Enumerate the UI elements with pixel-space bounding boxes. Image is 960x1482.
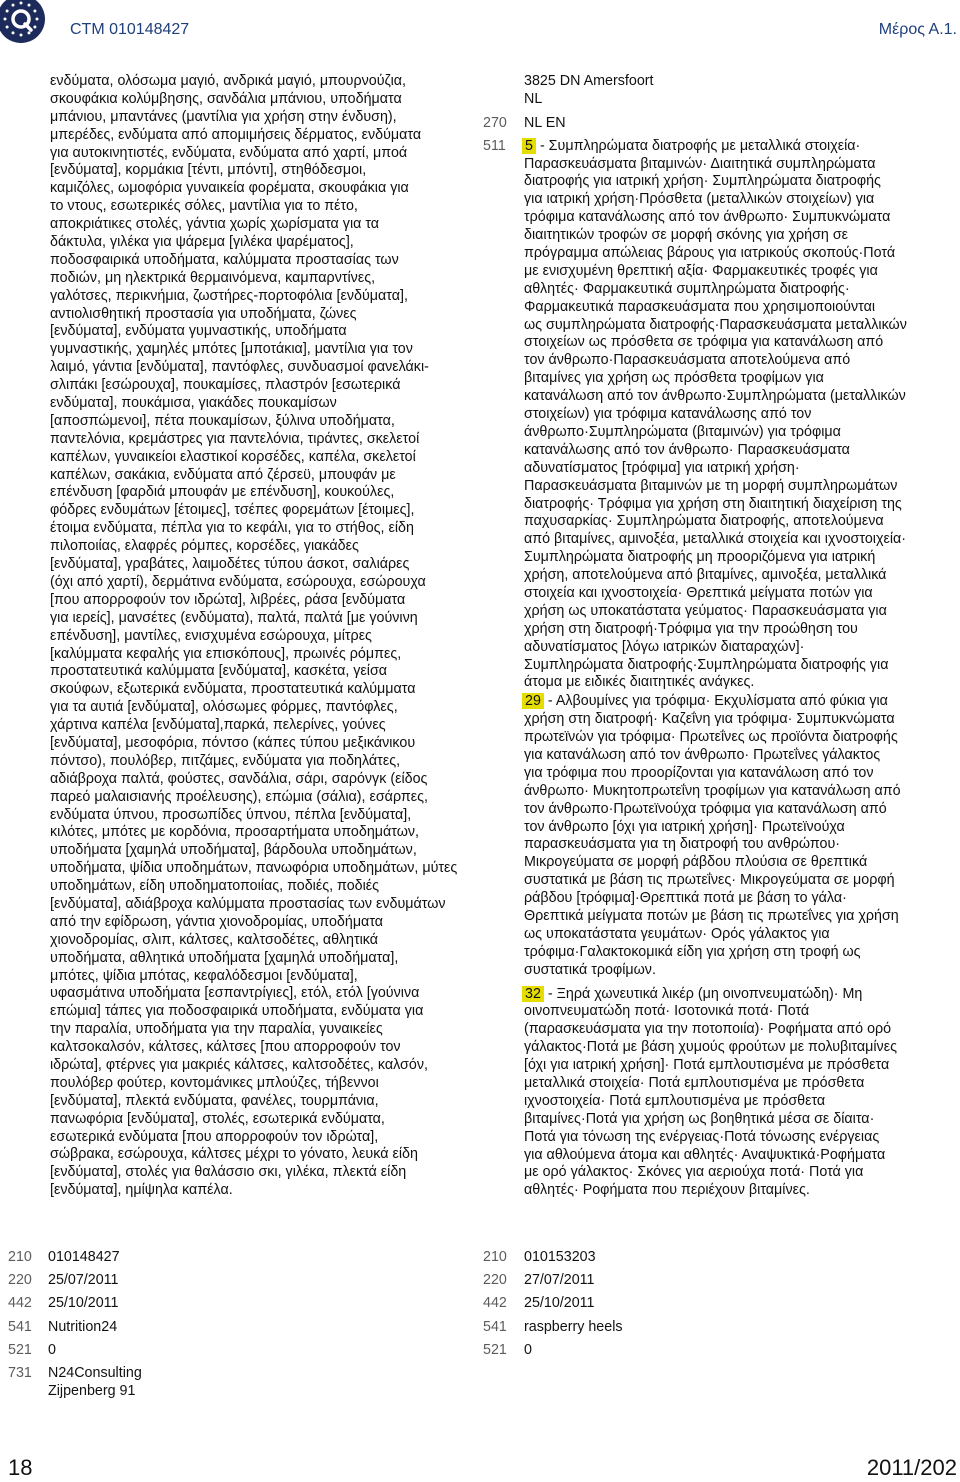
class-text: διαιτητικών τροφών σε μορφή σκόνης για χρήση σε (524, 227, 849, 244)
goods-text-line: καλτσοκαλσόν, κάλτσες, κάλτσες [που απορροφούν τον (50, 1039, 401, 1056)
field-value: N24Consulting (48, 1365, 142, 1382)
class-text: αθλητές· Φαρμακευτικά συμπληρώματα διατροφής· (524, 280, 850, 297)
class-text-line (524, 424, 907, 442)
goods-text-line: ενδύματα ύπνου, προσωπίδες ύπνου, πέπλα [ενδύματα], (50, 806, 412, 823)
class-text: παχυσαρκίας· Συμπληρώματα διατροφής, αποτελούμενα (524, 513, 884, 530)
field-values (524, 1272, 595, 1290)
class-text-line (524, 585, 907, 603)
goods-text-line: [ενδύματα], αδιάβροχα καλύμματα προστασίας των ενδυμάτων (50, 895, 446, 912)
field-value: 25/10/2011 (524, 1295, 595, 1312)
field-value: 25/10/2011 (48, 1295, 119, 1312)
record-field (8, 1295, 142, 1313)
goods-text-line: υποδημάτων, είδη υποδηματοποιίας, ποδιές, ποδιές (50, 878, 380, 895)
field-value: 0 (48, 1341, 56, 1358)
goods-text-line: επένδυση [φαρδιά μπουφάν με επένδυση], κουκούλες, (50, 484, 395, 501)
goods-text-line: [ενδύματα], κορμάκια [τέντι, μπόντι], στηθόδεσμοι, (50, 162, 367, 179)
record-field (8, 1249, 142, 1267)
class-text-line (524, 281, 907, 299)
field-code: 220 (8, 1272, 32, 1289)
record-field (483, 1295, 623, 1313)
field-value: 25/07/2011 (48, 1272, 119, 1289)
class-text-line (524, 191, 907, 209)
goods-text-line: το ντους, εσωτερικές σόλες, μαντίλια για το πέτο, (50, 198, 358, 215)
goods-text-line: [ενδύματα], ενδύματα γυμναστικής, υποδήματα (50, 323, 347, 340)
class-text-line (524, 926, 907, 944)
class-text: στοιχείων ως πρόσθετα σε τρόφιμα για κατανάλωση από (524, 334, 884, 351)
goods-text-line: από την εφίδρωση, γάντια χιονοδρομίας, υποδήματα (50, 913, 384, 930)
field-values (524, 1295, 595, 1313)
field-code: 442 (483, 1295, 507, 1312)
goods-text-line: (όχι από χαρτί), δερμάτινα ενδύματα, εσώρουχα, εσώρουχα (50, 573, 426, 590)
class-text: κατανάλωσης από τον άνθρωπο· Παρασκευάσματα (524, 441, 850, 458)
goods-text-line: αδιάβροχα παλτά, φούστες, σανδάλια, σάρι, σαρόνγκ (είδος (50, 770, 428, 787)
goods-text-line: υποδήματα [χαμηλά υποδήματα], βάρδουλα υποδημάτων, (50, 842, 417, 859)
class-text: συστατικά με βάση τις πρωτεΐνες· Μικρογεύματα σε μορφή (524, 872, 895, 889)
class-text-line (524, 854, 907, 872)
languages-field (483, 115, 953, 133)
goods-text-line: ποδοσφαιρικά υποδήματα, καλύμματα προστασίας των (50, 251, 399, 268)
goods-text-line: πουλόβερ φούτερ, κοντομάνικες μπλούζες, τήβεννοι (50, 1074, 379, 1091)
class-text: ράβδου [τρόφιμα]·Θρεπτικά ποτά με βάση το γάλα· (524, 890, 847, 907)
class-text: τον άνθρωπο [όχι για ιατρική χρήση]· Πρωτεϊνούχα (524, 818, 845, 835)
goods-text-line: [ενδύματα], μεσοφόρια, πόντσο (κάπες τύπου μεξικάνικου (50, 734, 416, 751)
class-text-line (524, 962, 907, 980)
field-values (48, 1319, 117, 1337)
class-text-line (524, 836, 907, 854)
nice-classes-list (524, 138, 907, 1201)
goods-text-line: για αυτοκινητιστές, ενδύματα, ενδύματα από χαρτί, μποά (50, 144, 408, 161)
class-text-line (524, 1147, 907, 1165)
address-line: 3825 DN Amersfoort (524, 73, 654, 89)
class-text: κατανάλωση από τον άνθρωπο·Συμπληρώματα (μεταλλικών (524, 388, 906, 405)
goods-text-line: επένδυση], μαντίλες, ενισχυμένα εσώρουχα, μίτρες (50, 627, 372, 644)
class-text-line (524, 334, 907, 352)
class-text-line (524, 657, 907, 675)
field-code: 521 (8, 1341, 32, 1358)
trademark-record-1 (8, 1249, 142, 1406)
class-number-badge: 29 (522, 693, 544, 709)
class-text-line (524, 442, 907, 460)
field-value: 27/07/2011 (524, 1272, 595, 1289)
goods-text-line: [που απορροφούν τον ιδρώτα], λιβρέες, ράσα [ενδύματα (50, 591, 406, 608)
continued-goods-list (50, 73, 457, 1200)
field-code: 442 (8, 1295, 32, 1312)
goods-text-line: υποδήματα, ψίδια υποδημάτων, πανωφόρια υποδημάτων, μύτες (50, 860, 458, 877)
goods-text-line: δάκτυλα, γιλέκα για ψάρεμα [γιλέκα ψαρέματος], (50, 234, 354, 251)
goods-text-line: σώβρακα, εσώρουχα, κάλτσες μέχρι το γόνατο, λευκά είδη (50, 1146, 418, 1163)
goods-text-line: εσωτερικά ενδύματα [που απορροφούν τον ιδρώτα], (50, 1128, 379, 1145)
class-text: οινοπνευματώδη ποτά· Ισοτονικά ποτά· Ποτά (524, 1003, 810, 1020)
class-text: στοιχεία και ιχνοστοιχεία· Θρεπτικά μείγματα ποτών για (524, 584, 873, 601)
class-text-line (524, 872, 907, 890)
class-text-line (524, 1003, 907, 1021)
field-values (48, 1249, 120, 1267)
field-code: 521 (483, 1341, 507, 1358)
trademark-entry-details (483, 73, 953, 1200)
goods-text-line: επώμια] τάπες για ποδοσφαιρικά υποδήματα, ενδύματα για (50, 1003, 424, 1020)
field-value: Zijpenberg 91 (48, 1382, 136, 1399)
field-code: 270 (483, 114, 507, 131)
class-text: Συμπληρώματα διατροφής μη προοριζόμενα για ιατρική (524, 549, 876, 566)
goods-text-line: ενδύματα, ολόσωμα μαγιό, ανδρικά μαγιό, μπουρνούζια, (50, 73, 406, 89)
class-text: για τρόφιμα που προορίζονται για κατανάλωση από τον (524, 764, 874, 781)
class-text-line (524, 156, 907, 174)
class-text-line (524, 890, 907, 908)
class-text: ως υποκατάστατα γευμάτων· Ορός γάλακτος για (524, 925, 830, 942)
goods-text-line: υφασμάτινα υποδήματα [εσπαντρίγιες], ετόλ, ετόλ [γούνινα (50, 985, 420, 1002)
class-text-line (524, 1039, 907, 1057)
class-text: με ορό γάλακτος· Σκόνες για αεριούχα ποτά· Ποτά για (524, 1164, 864, 1181)
field-value: 010153203 (524, 1249, 596, 1265)
goods-text-line: καπέλων, σακάκια, ενδύματα από ζέρσεϋ, μπουφάν με (50, 466, 396, 483)
class-text: τον άνθρωπο·Πρωτεϊνούχα τρόφιμα για κατανάλωση από (524, 800, 887, 817)
class-text-line (524, 209, 907, 227)
goods-text-line: ποδιών, μη ηλεκτρικά θερμαινόμενα, καμπαρντίνες, (50, 269, 376, 286)
goods-text-line: καμιζόλες, ωμοφόρια γυναικεία φορέματα, σκουφάκια για (50, 180, 409, 197)
goods-text-line: λαιμό, γάντια [ενδύματα], παντόφλες, συνδυασμοί φανελάκι- (50, 359, 429, 376)
goods-text-line: ενδύματα], πουκάμισα, γιακάδες πουκαμίσων (50, 395, 337, 412)
record-field (8, 1272, 142, 1290)
class-text-line (524, 801, 907, 819)
class-text: - Αλβουμίνες για τρόφιμα· Εκχυλίσματα από φύκια για (547, 693, 888, 710)
record-field (8, 1365, 142, 1401)
class-text-line (524, 263, 907, 281)
class-text-line (524, 944, 907, 962)
nice-class-block (524, 693, 907, 979)
class-text: παρασκευάσματα για τη διατροφή του ανθρώπου· (524, 836, 841, 853)
address-line: NL (524, 90, 543, 107)
class-text: διατροφής για ιατρική χρήση· Συμπληρώματα διατροφής (524, 173, 881, 190)
record-field (8, 1319, 142, 1337)
representative-address (483, 73, 953, 109)
class-text: για ιατρική χρήση·Πρόσθετα (μεταλλικών στοιχείων) για (524, 191, 875, 208)
field-values (48, 1342, 56, 1360)
field-value: raspberry heels (524, 1318, 623, 1335)
class-text-line (524, 711, 907, 729)
languages-value: NL EN (524, 114, 566, 131)
goods-text-line: [καλύμματα κεφαλής για επισκόπους], πρωινές ρόμπες, (50, 645, 402, 662)
goods-text-line: ιδρώτα], φτέρνες για μακριές κάλτσες, καλτσοδέτες, καλσόν, (50, 1056, 428, 1073)
class-text: βιταμίνες·Ποτά για χρήση ως βοηθητικά μέσα σε δίαιτα· (524, 1110, 875, 1127)
class-text-line (524, 1129, 907, 1147)
class-text-line (524, 674, 907, 692)
field-values (48, 1295, 119, 1313)
class-text-line (524, 496, 907, 514)
address-row (483, 73, 953, 91)
class-text-line (524, 460, 907, 478)
class-text-line (524, 549, 907, 567)
field-code: 731 (8, 1365, 32, 1382)
class-text: Παρασκευάσματα βιταμινών· Διαιτητικά συμπληρώματα (524, 155, 876, 172)
goods-text-line: για ιερείς], μανσέτες (ενδύματα), παλτά, παλτά [με γούνινη (50, 609, 418, 626)
goods-text-line: γαλότσες, περικνήμια, ζωστήρες-πορτοφόλια [ενδύματα], (50, 287, 408, 304)
class-text: αθλητές· Ροφήματα που περιέχουν βιταμίνες. (524, 1182, 810, 1199)
field-code: 541 (483, 1318, 507, 1335)
goods-text-line: μπάνιου, μπαντάνες (μαντίλια για χρήση στην ένδυση), (50, 108, 397, 125)
class-text-line (524, 513, 907, 531)
bulletin-issue: 2011/202 (866, 1455, 957, 1480)
goods-text-line: υποδήματα, αθλητικά υποδήματα [χαμηλά υποδήματα], (50, 949, 399, 966)
goods-text-line: μπότες, ψίδια μπότας, κεφαλόδεσμοι [ενδύματα], (50, 967, 358, 984)
class-text-line (524, 783, 907, 801)
field-values (524, 1319, 623, 1337)
class-text-line (524, 1164, 907, 1182)
class-text-line (524, 819, 907, 837)
class-text-line (524, 478, 907, 496)
class-text: χρήση στη διατροφή· Καζεΐνη για τρόφιμα· Συμπυκνώματα (524, 711, 895, 728)
class-text: συστατικά τροφίμων. (524, 961, 656, 978)
class-text-line (524, 1182, 907, 1200)
class-text-line (524, 388, 907, 406)
ohim-logo-icon (0, 0, 48, 44)
goods-text-line: μπερέδες, ενδύματα από απομιμήσεις δέρματος, ενδύματα (50, 126, 422, 143)
goods-text-line: έτοιμα ενδύματα, πέπλα για το κεφάλι, για το στήθος, είδη (50, 520, 414, 537)
goods-text-line: [ενδύματα], γραβάτες, λαιμοδέτες τύπου άσκοτ, σαλιάρες (50, 556, 410, 573)
field-value: Nutrition24 (48, 1318, 118, 1335)
class-text-line (524, 352, 907, 370)
class-text: αδυνατίσματος [λόγω ιατρικών διαταραχών]· (524, 638, 805, 655)
class-text: (παρασκευάσματα για την ποτοποιία)· Ροφήματα από ορό (524, 1021, 892, 1038)
goods-text-line: φόδρες ενδυμάτων [έτοιμες], τσέπες φορεμάτων [έτοιμες], (50, 502, 415, 519)
class-text: - Συμπληρώματα διατροφής με μεταλλικά στοιχεία· (539, 137, 861, 154)
goods-text-line: [αποσπώμενοι], πέτα πουκαμίσων, ξύλινα υποδήματα, (50, 412, 395, 429)
class-text: Μικρογεύματα σε μορφή ράβδου πλούσια σε θρεπτικά (524, 854, 868, 871)
class-text: άτομα με ειδικές διαιτητικές ανάγκες. (524, 674, 755, 691)
goods-text-line: προστατευτικά καλύμματα [ενδύματα], κασκέτα, γείσα (50, 663, 388, 680)
class-text: τρόφιμα·Γαλακτοκομικά είδη για χρήση στη τροφή ως (524, 943, 861, 960)
class-text-line (524, 729, 907, 747)
class-text: χρήση ως υποκατάστατα γεύματος· Παρασκευάσματα για (524, 602, 887, 619)
record-field (483, 1272, 623, 1290)
class-text-line (524, 317, 907, 335)
class-text-line (524, 1057, 907, 1075)
class-text: [όχι για ιατρική χρήση]· Ποτά εμπλουτισμένα με πρόσθετα (524, 1057, 890, 1074)
class-text: ιχνοστοιχεία· Ποτά εμπλουτισμένα με πρόσθετα (524, 1092, 826, 1109)
record-field (483, 1319, 623, 1337)
trademark-record-2 (483, 1249, 623, 1365)
class-number-badge: 32 (522, 986, 544, 1002)
goods-text-line: την παραλία, υποδήματα για την παραλία, γυναικείες (50, 1021, 383, 1038)
class-text: άνθρωπο·Συμπληρώματα (βιταμινών) για τρόφιμα (524, 423, 841, 440)
goods-text-line: καπέλων, γυναικείοι ελαστικοί κορσέδες, καπέλα, σκελετοί (50, 448, 416, 465)
class-text: πρωτεϊνών για τρόφιμα· Πρωτεΐνες ως προϊόντα διατροφής (524, 729, 898, 746)
goods-text-line: σκούφων, εξωτερικά ενδύματα, προστατευτικά καλύμματα (50, 681, 416, 698)
field-value: 010148427 (48, 1249, 120, 1265)
record-field (483, 1342, 623, 1360)
class-text: για αθλούμενα άτομα και αθλητές· Αναψυκτικά·Ροφήματα (524, 1146, 886, 1163)
class-text: στοιχείων) για τρόφιμα κατανάλωσης από τον (524, 406, 812, 423)
class-text: χρήση στη διατροφή·Τρόφιμα για την προώθηση του (524, 620, 858, 637)
class-text-line (524, 245, 907, 263)
field-values (48, 1272, 119, 1290)
goods-text-line: [ενδύματα], στολές για θαλάσσιο σκι, γιλέκα, πλεκτά είδη (50, 1164, 407, 1181)
class-text: - Ξηρά χωνευτικά λικέρ (μη οινοπνευματώδη)· Μη (547, 985, 863, 1002)
header-part-label: Μέρος Α.1. (878, 21, 957, 38)
record-field (8, 1342, 142, 1360)
class-text: Φαρμακευτικά παρασκευάσματα που χρησιμοποιούνται (524, 298, 876, 315)
field-code-empty (483, 73, 524, 91)
class-text-line (524, 747, 907, 765)
class-text: Ποτά για τόνωση της ενέργειας·Ποτά τόνωσης ενέργειας (524, 1128, 880, 1145)
class-text-line (524, 531, 907, 549)
class-text-line (524, 639, 907, 657)
class-text-line (524, 986, 907, 1004)
class-text: αδυνατίσματος [τρόφιμα] για ιατρική χρήση· (524, 459, 800, 476)
goods-text-line: [ενδύματα], πλεκτά ενδύματα, φανέλες, τουρμπάνια, (50, 1092, 379, 1109)
goods-text-line: αντιολισθητική προστασία για υποδήματα, ζώνες (50, 305, 357, 322)
goods-text-line: χιονοδρομίας, σλιπ, κάλτσες, καλτσοδέτες, αθλητικά (50, 931, 379, 948)
class-text: τον άνθρωπο·Παρασκευάσματα αποτελούμενα από (524, 352, 851, 369)
field-code: 511 (483, 137, 506, 154)
class-text-line (524, 1075, 907, 1093)
field-values (524, 1249, 596, 1267)
goods-text-line: σκουφάκια κολύμβησης, σανδάλια μπάνιου, υποδήματα (50, 90, 402, 107)
class-text: από βιταμίνες, αμινοξέα, μεταλλικά στοιχεία και ιχνοστοιχεία· (524, 531, 907, 548)
class-text: διατροφής· Τρόφιμα για χρήση στη διαιτητική διαχείριση της (524, 495, 902, 512)
class-text: Παρασκευάσματα βιταμινών με τη μορφή συμπληρωμάτων (524, 477, 898, 494)
class-text: ως συμπληρώματα διατροφής·Παρασκευάσματα μεταλλικών (524, 316, 907, 333)
class-number-badge: 5 (522, 138, 536, 154)
class-text: χρήση, αποτελούμενα από βιταμίνες, αμινοξέα, μεταλλικά (524, 567, 887, 584)
goods-text-line: χάρτινα καπέλα [ενδύματα],παρκά, πελερίνες, γούνες (50, 717, 386, 734)
class-text-line (524, 765, 907, 783)
field-values (48, 1365, 142, 1401)
class-text: γάλακτος·Ποτά με βάση χυμούς φρούτων με πολυβιταμίνες (524, 1039, 897, 1056)
goods-text-line: πιλοποιίας, ελαφρές ρόμπες, κορσέδες, γιακάδες (50, 538, 359, 555)
field-code: 220 (483, 1272, 507, 1289)
record-field (483, 1249, 623, 1267)
class-text: τρόφιμα κατανάλωσης από τον άνθρωπο· Συμπυκνώματα (524, 209, 891, 226)
class-text: Συμπληρώματα διατροφής·Συμπληρώματα διατροφής για (524, 656, 889, 673)
field-code-empty (483, 91, 524, 109)
goods-text-line: παρεό μαλαισιανής προέλευσης), επώμια (σάλια), εσάρπες, (50, 788, 428, 805)
field-value: 0 (524, 1341, 532, 1358)
class-text: Θρεπτικά μείγματα ποτών με βάση τις πρωτεΐνες για χρήση (524, 907, 899, 924)
class-text-line (524, 138, 907, 156)
class-text-line (524, 227, 907, 245)
nice-class-block (524, 986, 907, 1201)
field-code: 541 (8, 1318, 32, 1335)
class-text: άνθρωπο· Μυκητοπρωτεΐνη τροφίμων για κατανάλωση από (524, 782, 901, 799)
goods-text-line: σλιπάκι [εσώρουχα], πουκαμίσες, πλαστρόν [εσωτερικά (50, 377, 401, 394)
goods-services-field (483, 138, 953, 1201)
class-text-line (524, 1021, 907, 1039)
class-text: πρόγραμμα απώλειας βάρους για ιατρικούς σκοπούς·Ποτά (524, 245, 896, 262)
class-text: για κατανάλωση από τον άνθρωπο· Πρωτεΐνες γάλακτος (524, 746, 881, 763)
class-text-line (524, 693, 907, 711)
class-text-line (524, 621, 907, 639)
nice-class-block (524, 138, 907, 693)
class-text-line (524, 406, 907, 424)
class-text-line (524, 908, 907, 926)
class-text: με ενισχυμένη θρεπτική αξία· Φαρμακευτικές τροφές για (524, 262, 878, 279)
class-text-line (524, 299, 907, 317)
class-text-line (524, 370, 907, 388)
goods-text-line: αποκριάτικες στολές, γάντια χωρίς χωρίσματα για τα (50, 216, 380, 233)
page-number: 18 (8, 1455, 33, 1480)
field-code: 210 (8, 1249, 32, 1265)
goods-text-line: πανωφόρια [ενδύματα], στολές, εσωτερικά ενδύματα, (50, 1110, 385, 1127)
class-text-line (524, 567, 907, 585)
goods-text-line: πόντσο), πουλόβερ, πιτζάμες, ενδύματα για ποδηλάτες, (50, 752, 401, 769)
field-code: 210 (483, 1249, 507, 1265)
class-text: μεταλλικά στοιχεία· Ποτά εμπλουτισμένα με πρόσθετα (524, 1075, 865, 1091)
class-text-line (524, 1111, 907, 1129)
class-text-line (524, 1093, 907, 1111)
class-text-line (524, 173, 907, 191)
goods-text-line: για τα αυτιά [ενδύματα], ολόσωμες φόρμες, παντόφλες, (50, 699, 398, 716)
field-values (524, 1342, 532, 1360)
class-text-line (524, 603, 907, 621)
goods-text-line: κιλότες, μπότες με κορδόνια, προσαρτήματα υποδημάτων, (50, 824, 420, 841)
header-mark-number: CTM 010148427 (70, 21, 190, 38)
goods-text-line: [ενδύματα], ημίψηλα καπέλα. (50, 1182, 233, 1199)
address-row (483, 91, 953, 109)
class-text: βιταμίνες για χρήση ως πρόσθετα τροφίμων για (524, 370, 824, 387)
goods-text-line: παντελόνια, κρεμάστρες για παντελόνια, τιράντες, σκελετοί (50, 430, 420, 447)
goods-text-line: γυμναστικής, χαμηλές μπότες [μποτάκια], μαντίλια για τον (50, 341, 413, 358)
